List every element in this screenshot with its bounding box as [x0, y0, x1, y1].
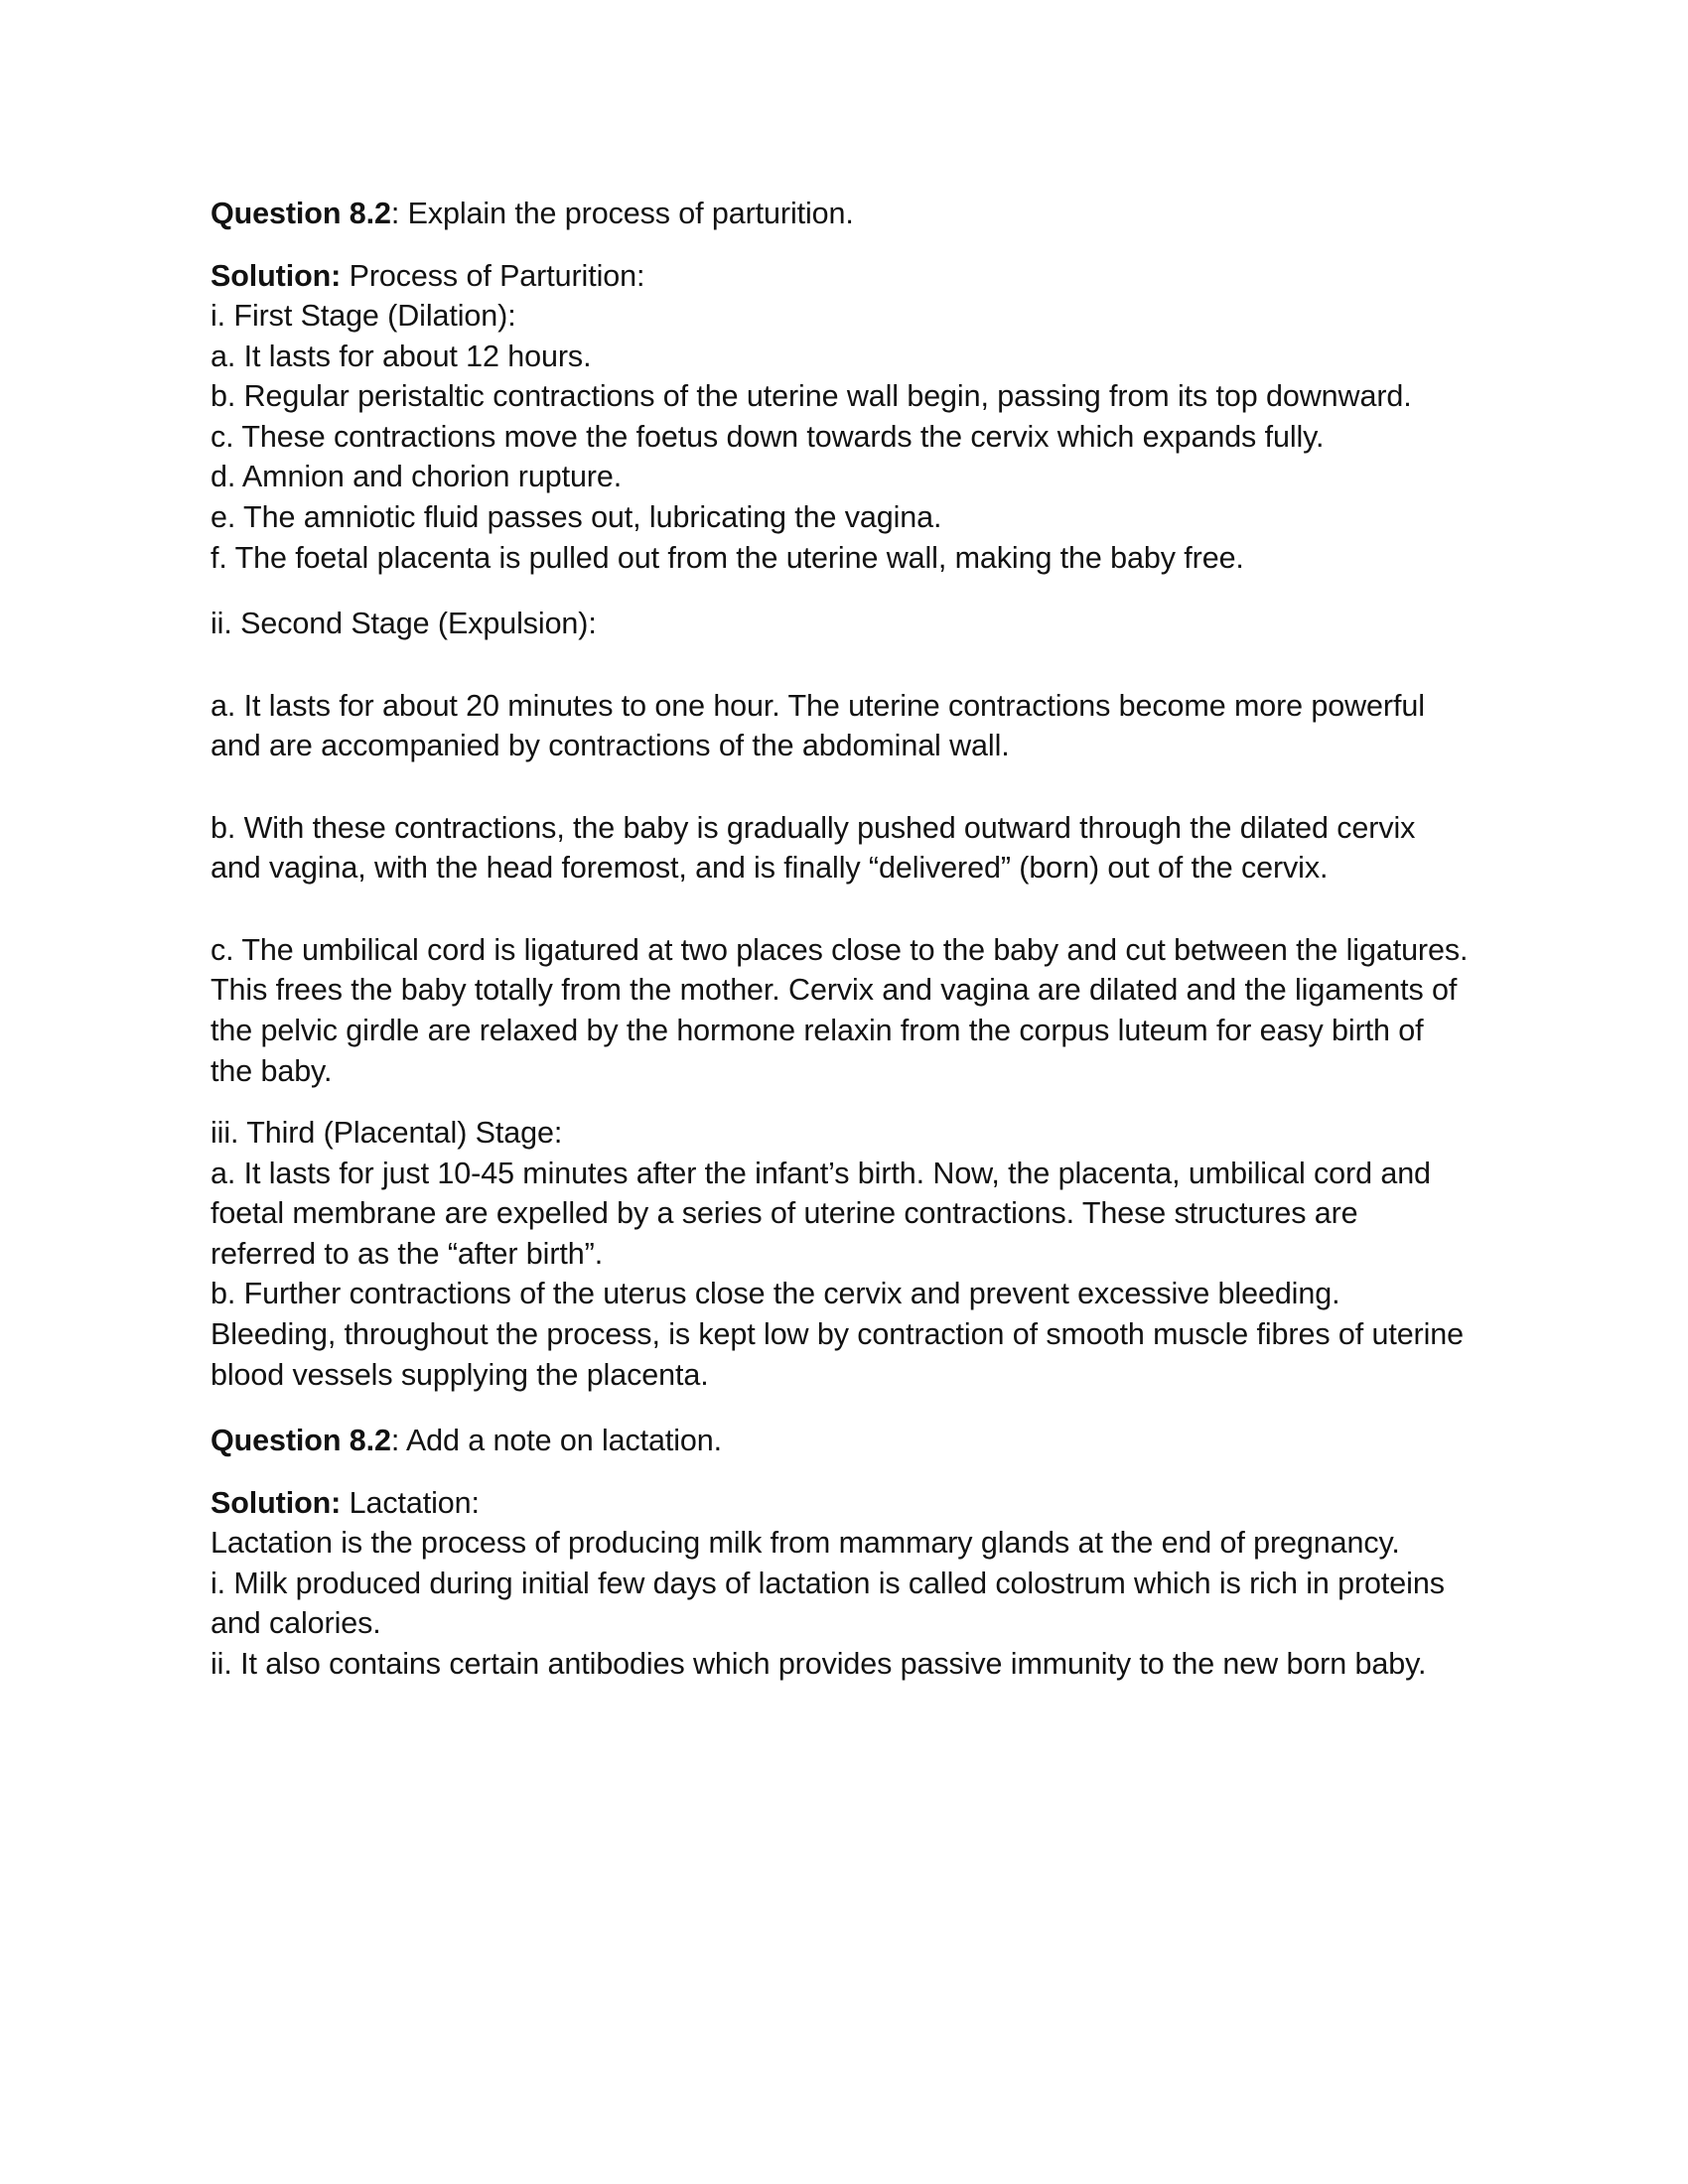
question-2-text: Add a note on lactation.	[405, 1424, 723, 1458]
lactation-item-i: i. Milk produced during initial few days of lactation is called colostrum which is rich in proteins and calories.	[211, 1566, 1445, 1641]
solution-1-heading-line	[211, 256, 1470, 297]
stage-three-heading: iii. Third (Placental) Stage:	[211, 1116, 563, 1151]
stage-two-heading-block	[211, 604, 1470, 644]
stage-three-item-a: a. It lasts for just 10-45 minutes after the infant’s birth. Now, the placenta, umbilical cord and foetal membrane are expelled by a series of uterine contractions. These structures are referred to as the “after birth”.	[211, 1156, 1431, 1271]
stage-one-item-f: f. The foetal placenta is pulled out from the uterine wall, making the baby free.	[211, 540, 1244, 575]
solution-2-heading: Lactation:	[341, 1485, 480, 1520]
stage-two-paragraph-a: a. It lasts for about 20 minutes to one hour. The uterine contractions become more powerful and are accompanied by contractions of the abdominal wall.	[211, 688, 1425, 763]
question-2-separator: :	[390, 1424, 406, 1458]
solution-2-label: Solution:	[211, 1485, 342, 1520]
solution-1-label: Solution:	[211, 258, 342, 293]
question-1-block	[211, 194, 1470, 234]
stage-two-heading: ii. Second Stage (Expulsion):	[211, 607, 597, 641]
question-2-label: Question 8.2	[211, 1424, 391, 1458]
stage-one-item-b: b. Regular peristaltic contractions of the uterine wall begin, passing from its top downward.	[211, 379, 1412, 414]
question-1-label: Question 8.2	[211, 197, 391, 230]
stage-two-paragraph-c: c. The umbilical cord is ligatured at two places close to the baby and cut between the ligatures. This frees the baby totally from the mother. Cervix and vagina are dilated and the ligaments of the pelvic girdle are relaxed by the hormone relaxin from the corpus luteum for easy birth of the baby.	[211, 932, 1469, 1088]
stage-three-block	[211, 1113, 1470, 1395]
lactation-item-ii: ii. It also contains certain antibodies which provides passive immunity to the new born baby.	[211, 1646, 1427, 1681]
question-1-text: Explain the process of parturition.	[407, 197, 854, 230]
stage-one-item-a: a. It lasts for about 12 hours.	[211, 339, 592, 373]
stage-one-heading: i. First Stage (Dilation):	[211, 299, 516, 334]
document-content	[199, 194, 1489, 1684]
question-1-separator: :	[390, 197, 408, 230]
solution-1-heading: Process of Parturition:	[341, 258, 645, 293]
stage-three-item-b: b. Further contractions of the uterus close the cervix and prevent excessive bleeding. Bleeding, throughout the process, is kept low by contraction of smooth muscle fibres of uterine blood vessels supplying the placenta.	[211, 1277, 1465, 1392]
solution-2-heading-line	[211, 1483, 1470, 1524]
stage-one-item-d: d. Amnion and chorion rupture.	[211, 460, 623, 494]
question-2-block	[211, 1421, 1470, 1461]
lactation-intro: Lactation is the process of producing milk from mammary glands at the end of pregnancy.	[211, 1526, 1400, 1561]
stage-one-item-e: e. The amniotic fluid passes out, lubricating the vagina.	[211, 499, 942, 534]
stage-one-item-c: c. These contractions move the foetus down towards the cervix which expands fully.	[211, 419, 1325, 454]
solution-1-block	[211, 256, 1470, 579]
stage-two-paragraph-b: b. With these contractions, the baby is gradually pushed outward through the dilated cervix and vagina, with the head foremost, and is finally “delivered” (born) out of the cervix.	[211, 810, 1416, 886]
solution-2-block	[211, 1483, 1470, 1685]
